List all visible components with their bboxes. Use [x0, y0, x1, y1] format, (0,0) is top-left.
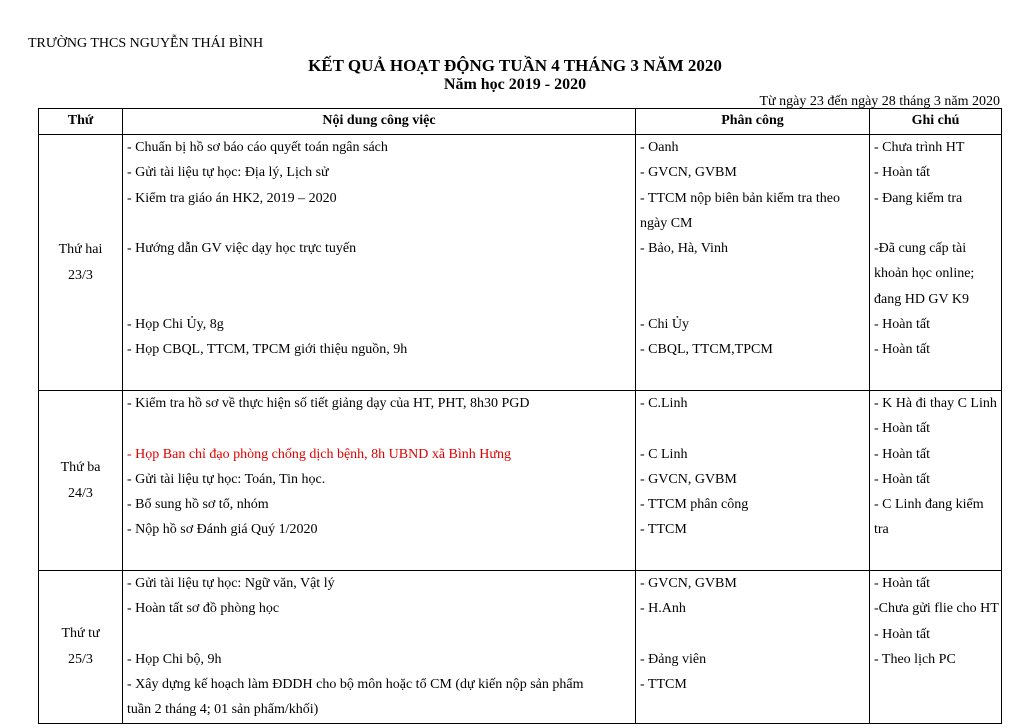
- content-item-highlight: - Họp Ban chỉ đạo phòng chống dịch bệnh, 8h UBND xã Bình Hưng: [127, 446, 511, 462]
- notes-cell: [870, 391, 1002, 571]
- note-item: - Theo lịch PC: [874, 651, 956, 667]
- assign-item: - Chi Ủy: [640, 317, 689, 333]
- note-item: - Đang kiểm tra: [874, 190, 963, 206]
- report-title: KẾT QUẢ HOẠT ĐỘNG TUẦN 4 THÁNG 3 NĂM 2020: [308, 56, 722, 75]
- content-item: - Gửi tài liệu tự học: Toán, Tin học.: [127, 471, 326, 487]
- day-cell: [39, 135, 123, 391]
- note-item: - Hoàn tất: [874, 471, 930, 487]
- col-header-assign: Phân công: [636, 109, 870, 135]
- note-item: - Hoàn tất: [874, 446, 930, 462]
- content-item: - Nộp hồ sơ Đánh giá Quý 1/2020: [127, 522, 318, 538]
- content-item: - Họp Chi Ủy, 8g: [127, 317, 224, 333]
- day-date: 24/3: [68, 485, 93, 501]
- note-item: - Hoàn tất: [874, 165, 930, 181]
- content-cell: [123, 135, 636, 391]
- activity-table: [38, 108, 1002, 724]
- notes-cell: [870, 571, 1002, 724]
- content-item: - Gửi tài liệu tự học: Địa lý, Lịch sử: [127, 165, 329, 181]
- assign-item: - GVCN, GVBM: [640, 165, 737, 181]
- note-item: - Hoàn tất: [874, 317, 930, 333]
- assign-item: - TTCM: [640, 677, 687, 693]
- assign-cell: [636, 571, 870, 724]
- content-item: - Kiểm tra hồ sơ về thực hiện số tiết giảng dạy của HT, PHT, 8h30 PGD: [127, 396, 530, 411]
- assign-item: - TTCM phân công: [640, 497, 749, 513]
- content-item: - Kiểm tra giáo án HK2, 2019 – 2020: [127, 190, 337, 206]
- school-year: Năm học 2019 - 2020: [443, 76, 587, 93]
- content-cell: [123, 571, 636, 724]
- note-item: - Hoàn tất: [874, 626, 930, 642]
- assign-item: - GVCN, GVBM: [640, 576, 737, 591]
- content-item: - Chuẩn bị hồ sơ báo cáo quyết toán ngân sách: [127, 140, 388, 155]
- assign-item: - Đảng viên: [640, 651, 707, 667]
- col-header-notes: Ghi chú: [870, 109, 1002, 135]
- note-item: - Hoàn tất: [874, 342, 930, 358]
- assign-item: - Bảo, Hà, Vinh: [640, 241, 728, 257]
- assign-cell: [636, 391, 870, 571]
- assign-item: - C.Linh: [640, 396, 688, 411]
- note-item: - Hoàn tất: [874, 576, 930, 591]
- note-item: - Hoàn tất: [874, 421, 930, 437]
- content-item: - Xây dựng kế hoạch làm ĐDDH cho bộ môn hoặc tổ CM (dự kiến nộp sản phẩm tuần 2 tháng 4; 01 sản phẩm/khối): [127, 677, 584, 718]
- assign-item: - H.Anh: [640, 601, 686, 617]
- assign-item: - Oanh: [640, 140, 679, 155]
- col-header-content: Nội dung công việc: [123, 109, 636, 135]
- note-item: - K Hà đi thay C Linh: [874, 396, 997, 411]
- notes-cell: [870, 135, 1002, 391]
- content-item: - Hướng dẫn GV việc dạy học trực tuyến: [127, 241, 357, 257]
- day-name: Thứ tư: [61, 625, 100, 641]
- school-name: TRƯỜNG THCS NGUYỄN THÁI BÌNH: [28, 36, 264, 51]
- table-row-wednesday: [39, 571, 1002, 724]
- note-item: - C Linh đang kiểm tra: [874, 497, 984, 538]
- table-row-monday: [39, 135, 1002, 391]
- assign-cell: [636, 135, 870, 391]
- assign-item: - TTCM nộp biên bản kiểm tra theo ngày CM: [640, 190, 840, 231]
- content-item: - Họp CBQL, TTCM, TPCM giới thiệu nguồn, 9h: [127, 342, 408, 358]
- day-name: Thứ ba: [60, 459, 101, 475]
- day-date: 25/3: [68, 651, 93, 667]
- content-cell: [123, 391, 636, 571]
- content-item: - Hoàn tất sơ đồ phòng học: [127, 601, 280, 617]
- assign-item: - GVCN, GVBM: [640, 471, 737, 487]
- table-header-row: [39, 109, 1002, 135]
- content-item: - Bổ sung hồ sơ tổ, nhóm: [127, 497, 269, 513]
- day-cell: [39, 391, 123, 571]
- note-item: -Đã cung cấp tài khoản học online; đang HD GV K9: [874, 241, 975, 307]
- content-item: - Gửi tài liệu tự học: Ngữ văn, Vật lý: [127, 576, 335, 591]
- date-range: Từ ngày 23 đến ngày 28 tháng 3 năm 2020: [759, 94, 1000, 109]
- table-row-tuesday: [39, 391, 1002, 571]
- note-item: - Chưa trình HT: [874, 140, 965, 155]
- day-cell: [39, 571, 123, 724]
- col-header-day: Thứ: [39, 109, 123, 135]
- assign-item: - TTCM: [640, 522, 687, 538]
- assign-item: - CBQL, TTCM,TPCM: [640, 342, 773, 358]
- assign-item: - C Linh: [640, 446, 688, 462]
- day-name: Thứ hai: [58, 241, 103, 257]
- content-item: - Họp Chi bộ, 9h: [127, 651, 222, 667]
- day-date: 23/3: [68, 267, 93, 283]
- note-item: -Chưa gửi flie cho HT: [874, 601, 999, 617]
